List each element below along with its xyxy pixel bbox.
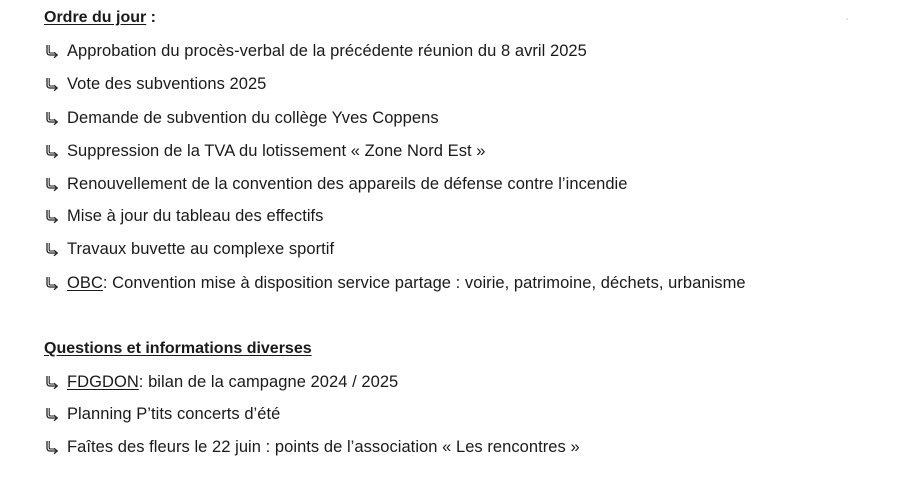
agenda-item	[44, 207, 323, 226]
agenda-item	[44, 75, 266, 94]
agenda-item-abbreviation: OBC	[67, 274, 103, 292]
agenda-item-text: Approbation du procès-verbal de la précédente réunion du 8 avril 2025	[67, 42, 587, 60]
agenda-item-text: Mise à jour du tableau des effectifs	[67, 207, 324, 225]
agenda-item-text: Suppression de la TVA du lotissement « Zone Nord Est »	[67, 142, 486, 160]
questions-title: Questions et informations diverses	[44, 340, 312, 357]
agenda-item-text: Demande de subvention du collège Yves Coppens	[67, 109, 439, 127]
agenda-title: Ordre du jour	[44, 9, 147, 26]
curved-arrow-right-icon	[44, 275, 61, 292]
questions-item-text: Faîtes des fleurs le 22 juin : points de l’association « Les rencontres »	[67, 438, 580, 456]
agenda-title-suffix: :	[146, 9, 157, 26]
agenda-item-text: Renouvellement de la convention des appareils de défense contre l’incendie	[67, 175, 628, 193]
curved-arrow-right-icon	[44, 76, 61, 93]
agenda-item	[44, 42, 587, 61]
questions-item-text: Planning P’tits concerts d’été	[67, 405, 281, 423]
questions-item	[44, 373, 398, 392]
questions-heading	[44, 340, 312, 358]
curved-arrow-right-icon	[44, 241, 61, 258]
curved-arrow-right-icon	[44, 143, 61, 160]
agenda-item-text: Vote des subventions 2025	[67, 75, 267, 93]
questions-item-abbreviation: FDGDON	[67, 373, 139, 391]
agenda-item	[44, 142, 486, 161]
agenda-item	[44, 175, 628, 194]
agenda-item	[44, 109, 439, 128]
questions-item	[44, 438, 580, 457]
agenda-item	[44, 240, 334, 259]
questions-item	[44, 405, 280, 424]
curved-arrow-right-icon	[44, 439, 61, 456]
curved-arrow-right-icon	[44, 176, 61, 193]
scan-speck	[846, 18, 848, 20]
questions-item-text: : bilan de la campagne 2024 / 2025	[138, 373, 399, 391]
curved-arrow-right-icon	[44, 406, 61, 423]
curved-arrow-right-icon	[44, 43, 61, 60]
curved-arrow-right-icon	[44, 208, 61, 225]
curved-arrow-right-icon	[44, 110, 61, 127]
agenda-heading	[44, 9, 156, 27]
curved-arrow-right-icon	[44, 374, 61, 391]
agenda-item-text: : Convention mise à disposition service partage : voirie, patrimoine, déchets, urbanisme	[102, 274, 746, 292]
agenda-item-text: Travaux buvette au complexe sportif	[67, 240, 335, 258]
agenda-item	[44, 274, 746, 293]
